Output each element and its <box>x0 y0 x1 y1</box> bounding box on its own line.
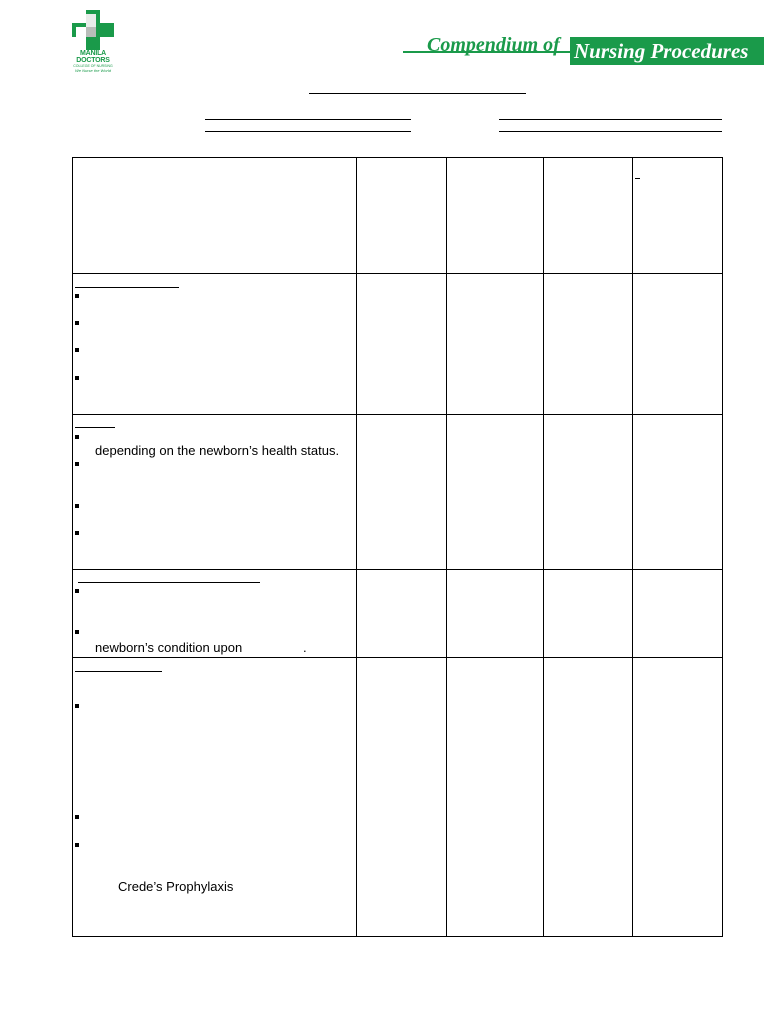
logo-subtitle: COLLEGE OF NURSING <box>73 64 113 68</box>
table-border-bottom <box>72 936 723 937</box>
title-line <box>309 93 526 94</box>
row4-text-end: . <box>303 640 307 655</box>
table-border-right <box>722 157 723 937</box>
row3-bullet-3 <box>75 504 79 508</box>
table-row-divider-2 <box>72 414 723 415</box>
row5-bullet-3 <box>75 843 79 847</box>
row5-heading-underline <box>75 671 162 672</box>
row4-bullet-1 <box>75 589 79 593</box>
row3-bullet-1 <box>75 435 79 439</box>
row5-text: Crede’s Prophylaxis <box>118 879 234 894</box>
table-border-left <box>72 157 73 937</box>
form-line-left-2 <box>205 131 411 132</box>
procedure-table <box>72 157 723 937</box>
table-column-divider-3 <box>543 157 544 937</box>
row3-text: depending on the newborn’s health status. <box>95 443 340 458</box>
logo-name: MANILA DOCTORS <box>76 50 110 64</box>
row5-bullet-2 <box>75 815 79 819</box>
logo-tagline: We Nurse the World <box>75 68 111 73</box>
form-line-left-1 <box>205 119 411 120</box>
row4-text: newborn’s condition upon <box>95 640 243 655</box>
row2-bullet-4 <box>75 376 79 380</box>
table-border-top <box>72 157 723 158</box>
row5-bullet-1 <box>75 704 79 708</box>
header-dash-mark <box>635 178 640 179</box>
form-line-right-1 <box>499 119 722 120</box>
row3-bullet-4 <box>75 531 79 535</box>
row3-heading-underline <box>75 427 115 428</box>
row4-heading-underline <box>78 582 260 583</box>
row2-bullet-2 <box>75 321 79 325</box>
table-column-divider-1 <box>356 157 357 937</box>
medical-cross-icon <box>72 10 114 50</box>
row2-bullet-3 <box>75 348 79 352</box>
table-row-divider-3 <box>72 569 723 570</box>
row4-bullet-2 <box>75 630 79 634</box>
form-line-right-2 <box>499 131 722 132</box>
row3-bullet-2 <box>75 462 79 466</box>
brand-nursing-procedures: Nursing Procedures <box>570 37 764 65</box>
manila-doctors-logo <box>68 10 118 72</box>
table-column-divider-4 <box>632 157 633 937</box>
table-row-divider-1 <box>72 273 723 274</box>
row2-bullet-1 <box>75 294 79 298</box>
brand-compendium-text: Compendium of <box>427 34 560 56</box>
table-row-divider-4 <box>72 657 723 658</box>
row2-heading-underline <box>75 287 179 288</box>
table-column-divider-2 <box>446 157 447 937</box>
